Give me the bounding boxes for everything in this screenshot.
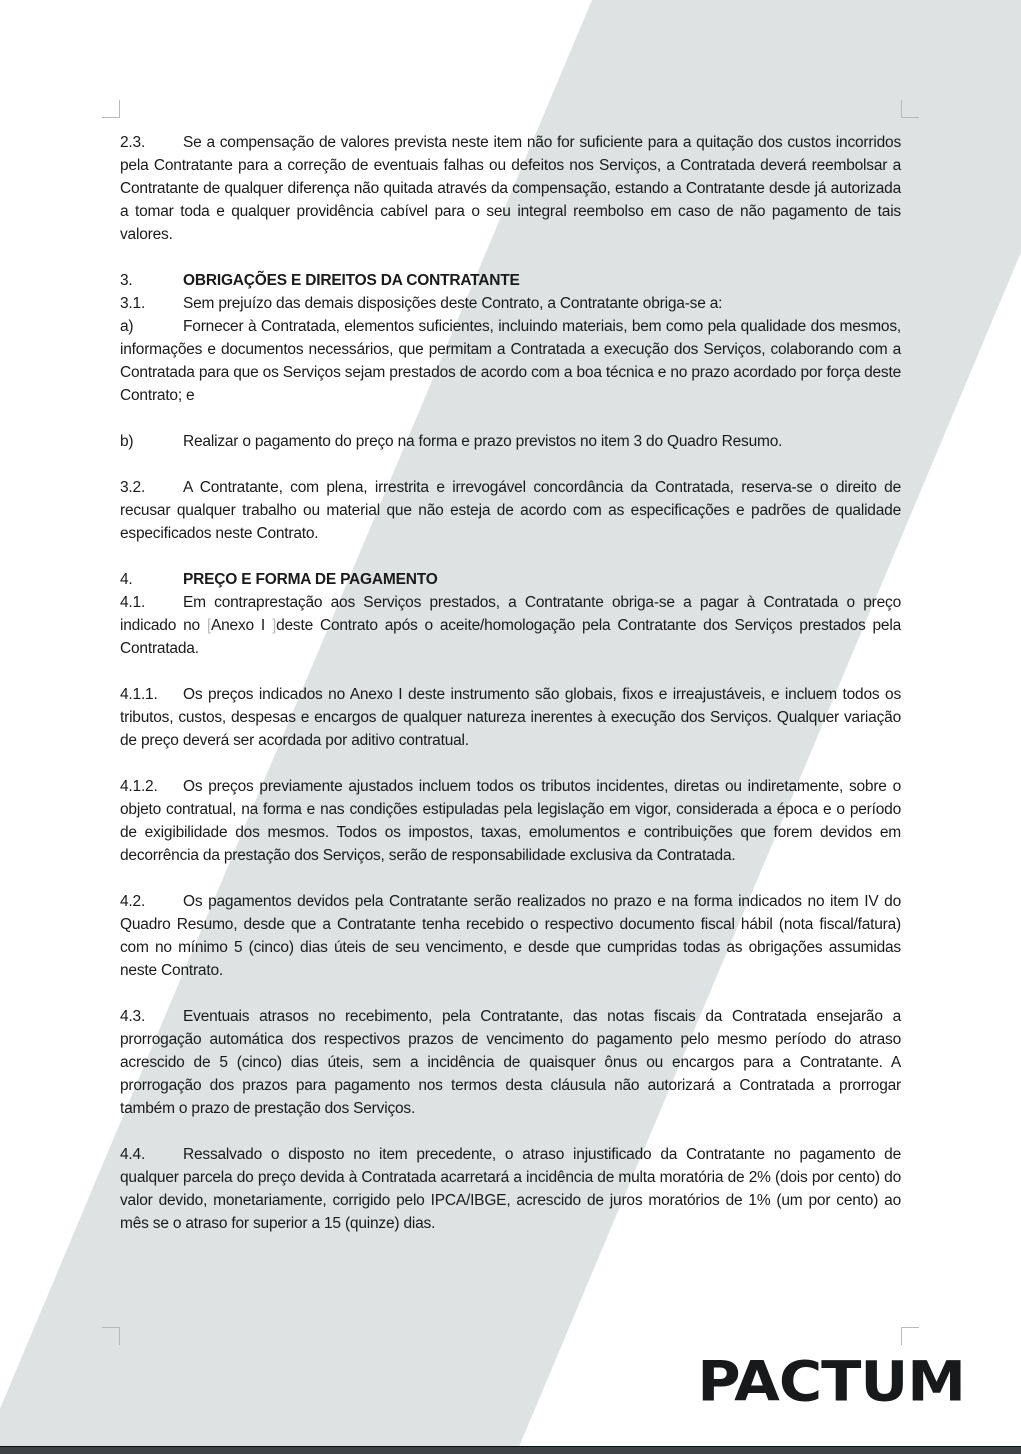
pactum-logo: PACTUM <box>697 1348 965 1414</box>
clause-text: Os preços previamente ajustados incluem todos os tributos incidentes, diretas ou indiretamente, sobre o objeto contratual, na forma e nas condições estipuladas pela legislação em vigor, considerada a época e o período de exigibilidade dos mesmos. Todos os impostos, taxas, emolumentos e contribuições que forem devidos em decorrência da prestação dos Serviços, serão de responsabilidade exclusiva da Contratada. <box>120 778 901 864</box>
viewport-bottom-bar <box>0 1446 1021 1454</box>
clause-text: Ressalvado o disposto no item precedente, o atraso injustificado da Contratante no pagamento de qualquer parcela do preço devida à Contratada acarretará a incidência de multa moratória de 2% (dois por cento) do valor devido, monetariamente, corrigido pelo IPCA/IBGE, acrescido de juros moratórios de 1% (um por cento) ao mês se o atraso for superior a 15 (quinze) dias. <box>120 1146 901 1232</box>
bookmark-bracket-close: ] <box>271 617 277 634</box>
clause-text: Fornecer à Contratada, elementos suficientes, incluindo materiais, bem como pela qualidade dos mesmos, informações e documentos necessários, que permitam a Contratada a execução dos Serviços, colaborando com a Contratada para que os Serviços sejam prestados de acordo com a boa técnica e no prazo acordado por força deste Contrato; e <box>120 318 901 404</box>
clause-3-1-b <box>120 430 901 453</box>
text-boundary-mark-top-right <box>901 100 919 118</box>
section-number: 4. <box>120 571 133 588</box>
clause-text: Se a compensação de valores prevista neste item não for suficiente para a quitação dos custos incorridos pela Contratante para a correção de eventuais falhas ou defeitos nos Serviços, a Contratada deverá reembolsar a Contratante de qualquer diferença não quitada através da compensação, estando a Contratante desde já autorizada a tomar toda e qualquer providência cabível para o seu integral reembolso em caso de não pagamento de tais valores. <box>120 134 901 243</box>
clause-3-1-a <box>120 315 901 407</box>
clause-3-2 <box>120 476 901 545</box>
clause-number: 3.1. <box>120 295 146 312</box>
section-heading-3 <box>120 269 901 292</box>
clause-number: 4.3. <box>120 1008 146 1025</box>
clause-3-1 <box>120 292 901 315</box>
clause-2-3 <box>120 131 901 246</box>
clause-text: Realizar o pagamento do preço na forma e prazo previstos no item 3 do Quadro Resumo. <box>183 433 783 450</box>
clause-text: Os preços indicados no Anexo I deste instrumento são globais, fixos e irreajustáveis, e incluem todos os tributos, custos, despesas e encargos de qualquer natureza inerentes à execução dos Serviços. Qualquer variação de preço deverá ser acordada por aditivo contratual. <box>120 686 901 749</box>
text-boundary-mark-bottom-right <box>901 1327 919 1345</box>
clause-number: b) <box>120 433 134 450</box>
clause-number: a) <box>120 318 134 335</box>
clause-number: 4.4. <box>120 1146 146 1163</box>
clause-4-1 <box>120 591 901 660</box>
clause-4-1-1 <box>120 683 901 752</box>
clause-number: 3.2. <box>120 479 146 496</box>
bookmark-bracket-open: [ <box>206 617 211 634</box>
clause-text: deste Contrato após o aceite/homologação pela Contratante dos Serviços prestados pela Contratada. <box>120 617 902 657</box>
document-body <box>120 0 901 1258</box>
clause-4-2 <box>120 890 901 982</box>
clause-4-4 <box>120 1143 901 1235</box>
clause-number: 4.1.1. <box>120 686 158 703</box>
section-number: 3. <box>120 272 133 289</box>
bookmark-text: Anexo I <box>211 617 272 634</box>
section-heading-4 <box>120 568 901 591</box>
clause-number: 4.2. <box>120 893 146 910</box>
clause-text: Em contraprestação aos Serviços prestados, a Contratante obriga-se a pagar à Contratada o preço indicado no <box>120 594 901 634</box>
clause-number: 2.3. <box>120 134 146 151</box>
clause-text: Eventuais atrasos no recebimento, pela Contratante, das notas fiscais da Contratada ensejarão a prorrogação automática dos respectivos prazos de vencimento do pagamento pelo mesmo período do atraso acrescido de 5 (cinco) dias úteis, sem a incidência de quaisquer ônus ou encargos para a Contratante. A prorrogação dos prazos para pagamento nos termos desta cláusula não autorizará a Contratada a prorrogar também o prazo de prestação dos Serviços. <box>120 1008 901 1117</box>
clause-number: 4.1.2. <box>120 778 158 795</box>
clause-text: A Contratante, com plena, irrestrita e irrevogável concordância da Contratada, reserva-se o direito de recusar qualquer trabalho ou material que não esteja de acordo com as especificações e padrões de qualidade especificados neste Contrato. <box>120 479 901 542</box>
clause-number: 4.1. <box>120 594 146 611</box>
text-boundary-mark-bottom-left <box>102 1327 120 1345</box>
text-boundary-mark-top-left <box>102 100 120 118</box>
clause-4-1-2 <box>120 775 901 867</box>
clause-4-3 <box>120 1005 901 1120</box>
clause-text: Sem prejuízo das demais disposições deste Contrato, a Contratante obriga-se a: <box>183 295 723 312</box>
clause-text: Os pagamentos devidos pela Contratante serão realizados no prazo e na forma indicados no item IV do Quadro Resumo, desde que a Contratante tenha recebido o respectivo documento fiscal hábil (nota fiscal/fatura) com no mínimo 5 (cinco) dias úteis de seu vencimento, e desde que cumpridas todas as obrigações assumidas neste Contrato. <box>120 893 901 979</box>
section-title: PREÇO E FORMA DE PAGAMENTO <box>183 571 438 588</box>
section-title: OBRIGAÇÕES E DIREITOS DA CONTRATANTE <box>183 272 520 289</box>
